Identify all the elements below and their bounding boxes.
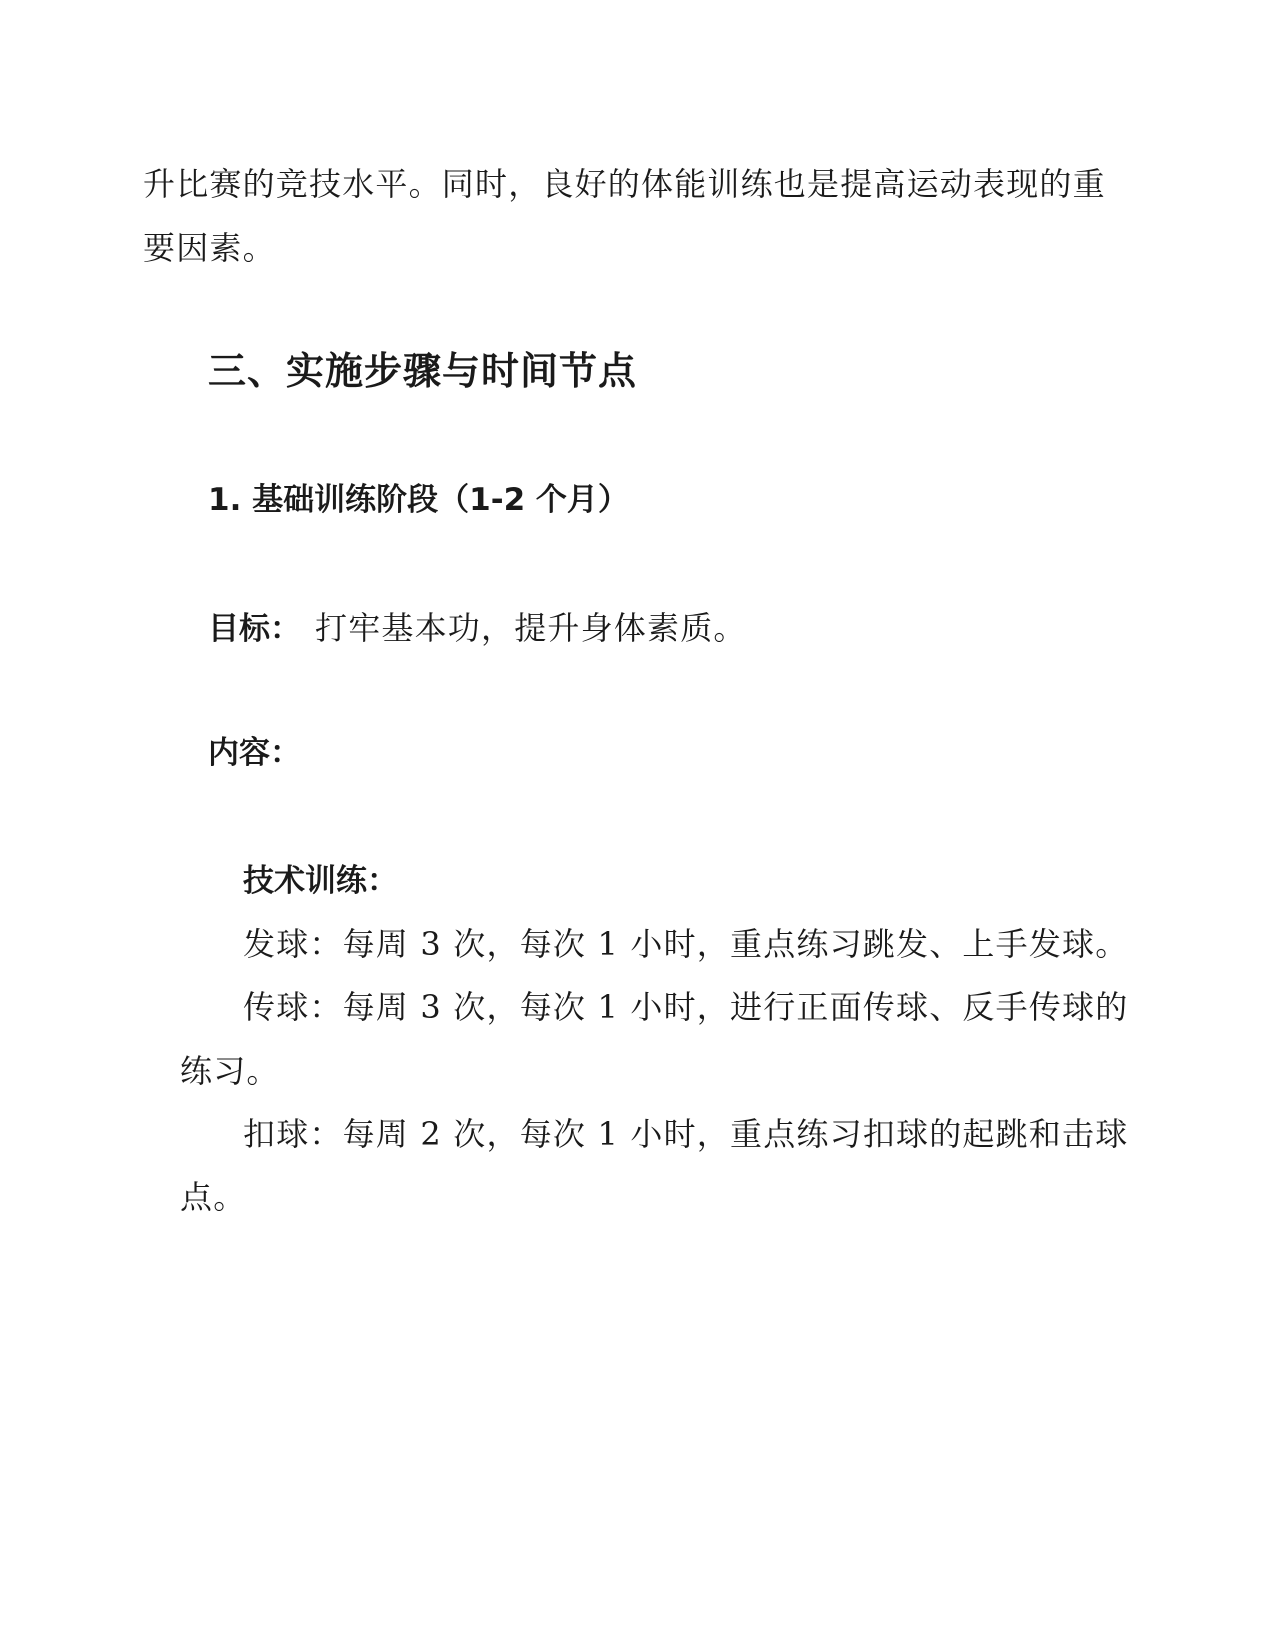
goal-label: 目标： bbox=[208, 611, 301, 647]
goal-text: 打牢基本功，提升身体素质。 bbox=[315, 609, 747, 647]
pass-line-1: 传球：每周 3 次，每次 1 小时，进行正面传球、反手传球的 bbox=[243, 988, 1129, 1026]
technique-label: 技术训练： bbox=[243, 863, 398, 899]
spike-line-2: 点。 bbox=[180, 1178, 247, 1216]
spike-line-1: 扣球：每周 2 次，每次 1 小时，重点练习扣球的起跳和击球 bbox=[243, 1115, 1129, 1153]
section-heading: 三、实施步骤与时间节点 bbox=[208, 349, 638, 393]
goal-row bbox=[208, 609, 747, 647]
pass-line-2: 练习。 bbox=[180, 1052, 280, 1090]
content-label: 内容： bbox=[208, 735, 301, 771]
serve-line: 发球：每周 3 次，每次 1 小时，重点练习跳发、上手发球。 bbox=[243, 925, 1129, 963]
intro-paragraph-line-1: 升比赛的竞技水平。同时，良好的体能训练也是提高运动表现的重 bbox=[143, 165, 1106, 203]
phase-heading: 1. 基础训练阶段（1-2 个月） bbox=[208, 482, 629, 518]
intro-paragraph-line-2: 要因素。 bbox=[143, 229, 276, 267]
